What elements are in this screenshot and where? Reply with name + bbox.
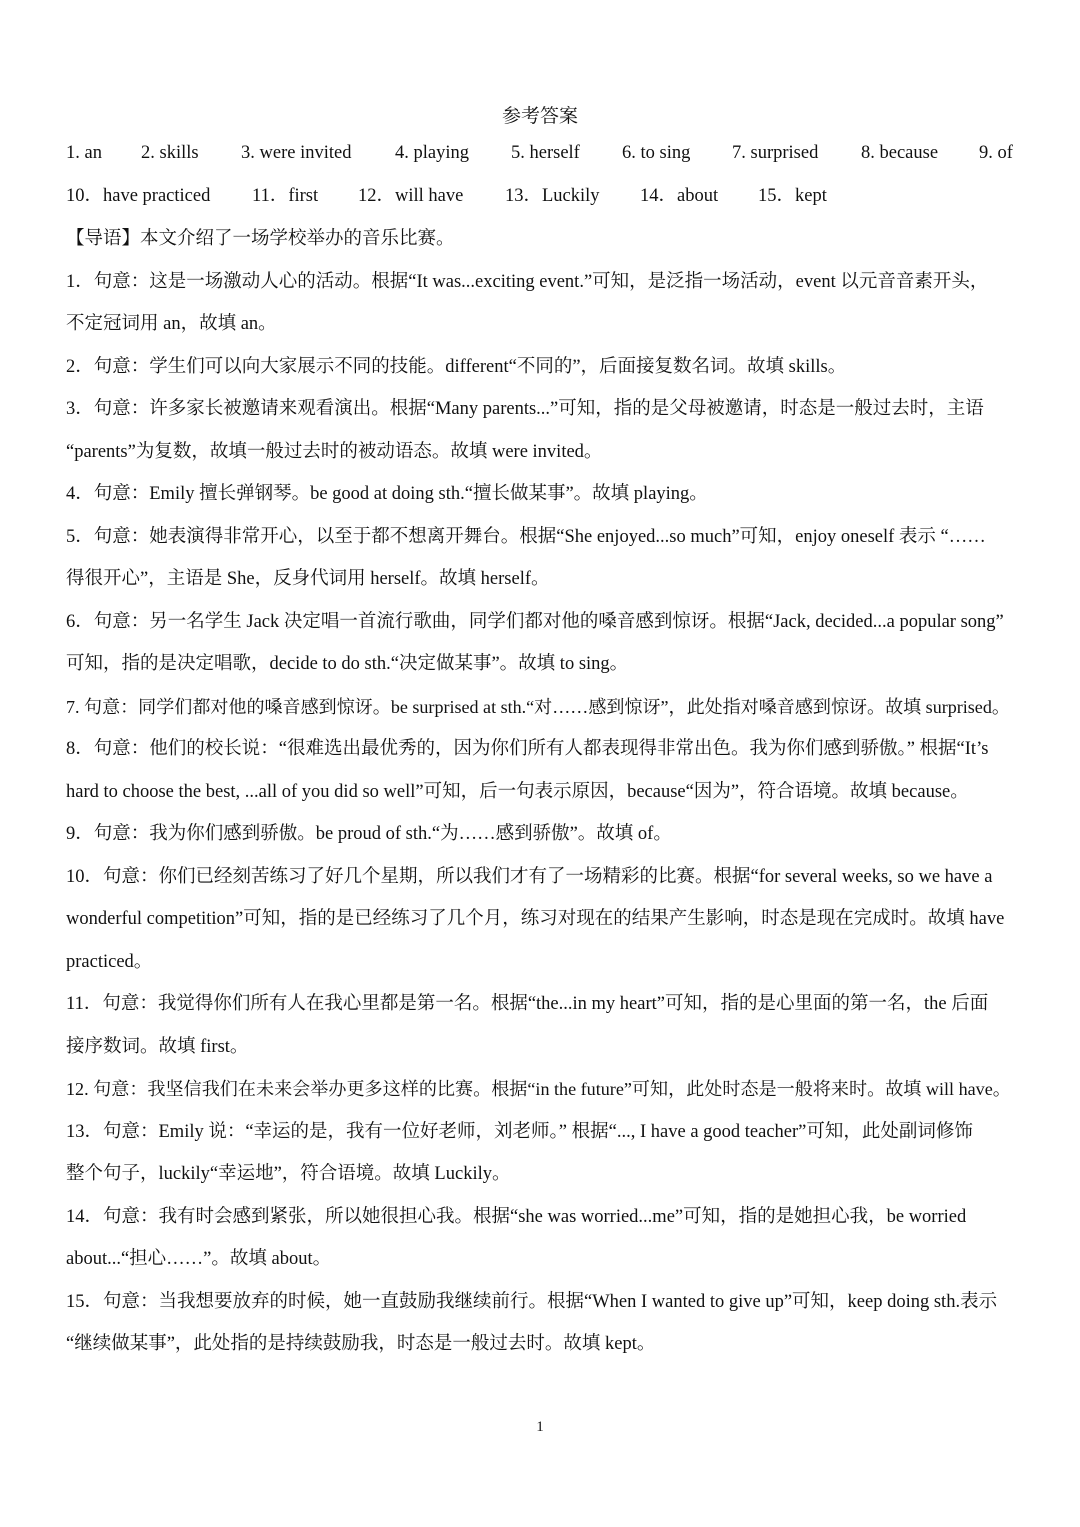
explanation-line: about...“担心……”。故填 about。 [66,1249,332,1269]
explanation-line: 9．句意：我为你们感到骄傲。be proud of sth.“为……感到骄傲”。故填 of。 [66,824,672,844]
answer-6: 6. to sing [622,143,691,163]
answer-5: 5. herself [511,143,580,163]
explanation-line: 3．句意：许多家长被邀请来观看演出。根据“Many parents...”可知，指的是父母被邀请，时态是一般过去时，主语 [66,399,984,419]
answer-14: 14．about [640,186,719,206]
explanation-line: hard to choose the best, ...all of you did so well”可知，后一句表示原因，because“因为”，符合语境。故填 because。 [66,781,969,802]
explanation-line: 整个句子，luckily“幸运地”，符合语境。故填 Luckily。 [66,1164,511,1184]
explanation-line: 2．句意：学生们可以向大家展示不同的技能。different“不同的”，后面接复数名词。故填 skills。 [66,356,847,377]
answer-3: 3. were invited [241,143,352,163]
explanation-line: 接序数词。故填 first。 [66,1036,249,1057]
answer-key-row-2 [0,181,1080,211]
answer-13: 13．Luckily [505,186,600,206]
answer-key-row-1 [0,138,1080,168]
explanation-line: 8．句意：他们的校长说：“很难选出最优秀的，因为你们所有人都表现得非常出色。我为你们感到骄傲。” 根据“It’s [66,739,989,759]
page-number: 1 [536,1419,544,1435]
explanation-line: 不定冠词用 an，故填 an。 [66,314,277,334]
explanation-line: 6．句意：另一名学生 Jack 决定唱一首流行歌曲，同学们都对他的嗓音感到惊讶。根据“Jack, decided...a popular song” [66,611,1004,632]
answer-10: 10．have practiced [66,186,211,206]
explanation-line: 4．句意：Emily 擅长弹钢琴。be good at doing sth.“擅长做某事”。故填 playing。 [66,484,708,504]
answer-15: 15．kept [758,186,827,206]
explanations [66,224,1016,1372]
answer-1: 1. an [66,143,102,163]
explanation-line: 15．句意：当我想要放弃的时候，她一直鼓励我继续前行。根据“When I wanted to give up”可知，keep doing sth.表示 [66,1291,998,1312]
page-title: 参考答案 [501,106,578,127]
answer-8: 8. because [861,143,939,163]
intro-line: 【导语】本文介绍了一场学校举办的音乐比赛。 [66,229,455,249]
explanation-line: wonderful competition”可知，指的是已经练习了几个月，练习对现在的结果产生影响，时态是现在完成时。故填 have [66,909,1005,929]
answer-2: 2. skills [141,143,199,163]
answer-9: 9. of [979,143,1013,163]
explanation-line: 12. 句意：我坚信我们在未来会举办更多这样的比赛。根据“in the future”可知，此处时态是一般将来时。故填 will have。 [66,1079,1011,1099]
explanation-line: “继续做某事”，此处指的是持续鼓励我，时态是一般过去时。故填 kept。 [66,1334,656,1354]
explanation-line: “parents”为复数，故填一般过去时的被动语态。故填 were invited。 [66,441,603,462]
explanation-line: 14．句意：我有时会感到紧张，所以她很担心我。根据“she was worried...me”可知，指的是她担心我，be worried [66,1206,967,1227]
answer-11: 11．first [252,186,319,206]
explanation-line: 7. 句意：同学们都对他的嗓音感到惊讶。be surprised at sth.“对……感到惊讶”，此处指对嗓音感到惊讶。故填 surprised。 [66,696,1010,717]
answer-7: 7. surprised [732,143,819,163]
explanation-line: 5．句意：她表演得非常开心，以至于都不想离开舞台。根据“She enjoyed...so much”可知，enjoy oneself 表示 “…… [66,526,986,547]
explanation-line: 10．句意：你们已经刻苦练习了好几个星期，所以我们才有了一场精彩的比赛。根据“for several weeks, so we have a [66,866,993,887]
answer-4: 4. playing [395,143,469,163]
explanation-line: practiced。 [66,951,153,972]
answer-12: 12．will have [358,186,464,206]
explanation-line: 得很开心”，主语是 She，反身代词用 herself。故填 herself。 [66,569,550,589]
explanation-line: 11．句意：我觉得你们所有人在我心里都是第一名。根据“the...in my heart”可知，指的是心里面的第一名，the 后面 [66,994,989,1014]
explanation-line: 1．句意：这是一场激动人心的活动。根据“It was...exciting event.”可知，是泛指一场活动，event 以元音音素开头， [66,271,989,292]
explanation-line: 可知，指的是决定唱歌，decide to do sth.“决定做某事”。故填 to sing。 [66,654,629,674]
explanation-line: 13．句意：Emily 说：“幸运的是，我有一位好老师，刘老师。” 根据“..., I have a good teacher”可知，此处副词修饰 [66,1121,973,1142]
